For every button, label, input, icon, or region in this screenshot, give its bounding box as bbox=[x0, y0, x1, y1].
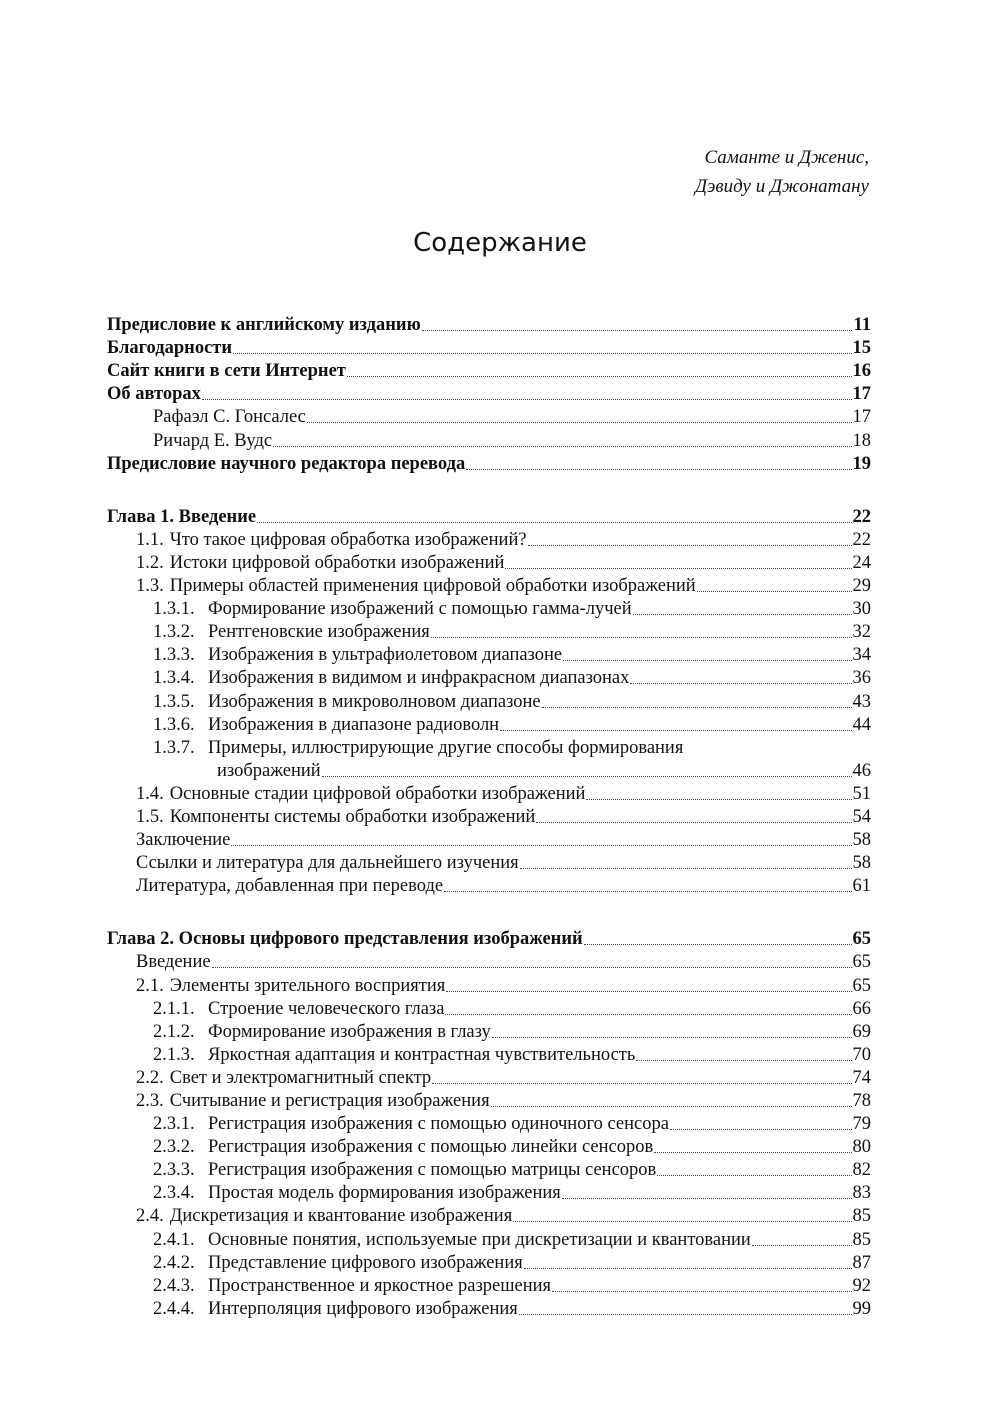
toc-entry-page: 34 bbox=[852, 645, 871, 666]
toc-entry-number: 1.2. bbox=[136, 552, 164, 573]
toc-entry-number: 1.3. bbox=[136, 576, 164, 597]
toc-entry-number: 2.3.2. bbox=[153, 1137, 195, 1158]
toc-entry[interactable] bbox=[107, 873, 871, 896]
toc-entry-title: Глава 1. Введение bbox=[107, 506, 257, 527]
toc-entry-title: Регистрация изображения с помощью линейки сенсоров bbox=[208, 1137, 654, 1158]
toc-entry-title: Формирование изображения в глазу bbox=[208, 1021, 491, 1042]
toc-entry-page: 69 bbox=[852, 1021, 871, 1042]
toc-entry-title: Компоненты системы обработки изображений bbox=[169, 806, 536, 827]
toc-entry[interactable] bbox=[107, 972, 871, 995]
toc-entry[interactable] bbox=[107, 926, 871, 949]
toc-entry-page: 43 bbox=[852, 691, 871, 712]
toc-entry[interactable] bbox=[107, 596, 871, 619]
dot-leader bbox=[584, 944, 852, 945]
toc-entry[interactable] bbox=[107, 996, 871, 1019]
toc-entry-title: Пространственное и яркостное разрешения bbox=[208, 1275, 551, 1296]
toc-entry-page: 22 bbox=[852, 529, 871, 550]
dot-leader bbox=[670, 1129, 852, 1130]
toc-entry-number: 2.4.3. bbox=[153, 1275, 195, 1296]
page-title: Содержание bbox=[413, 228, 587, 258]
toc-entry-title: Ссылки и литература для дальнейшего изучения bbox=[136, 853, 519, 874]
dot-leader bbox=[520, 868, 852, 869]
toc-entry-title: Сайт книги в сети Интернет bbox=[107, 361, 346, 382]
toc-entry-page: 65 bbox=[852, 975, 871, 996]
toc-entry[interactable] bbox=[107, 619, 871, 642]
dot-leader bbox=[431, 637, 852, 638]
toc-entry-number: 2.1.3. bbox=[153, 1044, 195, 1065]
toc-entry-number: 2.2. bbox=[136, 1067, 164, 1088]
toc-entry-title: Рентгеновские изображения bbox=[208, 622, 430, 643]
toc-entry-title: Формирование изображений с помощью гамма-лучей bbox=[208, 599, 632, 620]
toc-entry-page: 82 bbox=[852, 1160, 871, 1181]
dot-leader bbox=[505, 568, 851, 569]
dot-leader bbox=[202, 399, 852, 400]
toc-entry[interactable] bbox=[107, 804, 871, 827]
toc-entry-page: 58 bbox=[852, 853, 871, 874]
toc-entry[interactable] bbox=[107, 949, 871, 972]
toc-entry-page: 22 bbox=[852, 506, 871, 527]
toc-entry-page: 87 bbox=[852, 1252, 871, 1273]
toc-entry-number: 1.3.1. bbox=[153, 599, 195, 620]
toc-entry[interactable] bbox=[107, 688, 871, 711]
toc-entry-page: 92 bbox=[852, 1275, 871, 1296]
toc-entry-number: 2.4.2. bbox=[153, 1252, 195, 1273]
toc-entry[interactable] bbox=[107, 550, 871, 573]
toc-entry[interactable] bbox=[107, 1042, 871, 1065]
toc-entry-title: Интерполяция цифрового изображения bbox=[208, 1298, 518, 1319]
toc-entry-number: 1.5. bbox=[136, 806, 164, 827]
toc-entry-title: Регистрация изображения с помощью одиночного сенсора bbox=[208, 1114, 669, 1135]
toc-entry[interactable] bbox=[107, 358, 871, 381]
dot-leader bbox=[445, 1014, 851, 1015]
toc-entry[interactable] bbox=[107, 1250, 871, 1273]
dot-leader bbox=[466, 469, 851, 470]
toc-entry-title: Об авторах bbox=[107, 384, 201, 405]
toc-entry[interactable] bbox=[107, 665, 871, 688]
toc-entry-page: 54 bbox=[852, 806, 871, 827]
toc-entry[interactable] bbox=[107, 381, 871, 404]
toc-entry[interactable] bbox=[107, 1296, 871, 1319]
dot-leader bbox=[633, 614, 852, 615]
toc-entry-title: Строение человеческого глаза bbox=[208, 998, 445, 1019]
toc-entry[interactable] bbox=[107, 1180, 871, 1203]
dedication-line-2: Дэвиду и Джонатану bbox=[694, 176, 869, 197]
toc-entry-page: 46 bbox=[852, 760, 871, 781]
toc-entry-title: Основные понятия, используемые при дискретизации и квантовании bbox=[208, 1229, 751, 1250]
toc-entry[interactable] bbox=[107, 1111, 871, 1134]
toc-entry-page: 61 bbox=[852, 876, 871, 897]
toc-entry-page: 15 bbox=[852, 338, 871, 359]
toc-entry-page: 30 bbox=[852, 599, 871, 620]
dot-leader bbox=[562, 1198, 852, 1199]
toc-entry-page: 29 bbox=[852, 576, 871, 597]
toc-entry-title: Литература, добавленная при переводе bbox=[136, 876, 444, 897]
toc-entry-page: 85 bbox=[852, 1206, 871, 1227]
toc-entry-number: 1.3.3. bbox=[153, 645, 195, 666]
toc-entry-title: Рафаэл С. Гонсалес bbox=[153, 407, 306, 428]
toc-entry-title: Регистрация изображения с помощью матрицы сенсоров bbox=[208, 1160, 657, 1181]
toc-entry-number: 1.3.2. bbox=[153, 622, 195, 643]
dot-leader bbox=[491, 1106, 852, 1107]
toc-entry[interactable] bbox=[107, 312, 871, 335]
toc-entry[interactable] bbox=[107, 451, 871, 474]
dot-leader bbox=[322, 776, 852, 777]
dot-leader bbox=[528, 545, 852, 546]
toc-entry[interactable] bbox=[107, 781, 871, 804]
toc-entry-number: 1.4. bbox=[136, 783, 164, 804]
toc-entry[interactable] bbox=[107, 527, 871, 550]
toc-entry-title: Свет и электромагнитный спектр bbox=[169, 1067, 432, 1088]
toc-entry-title: Истоки цифровой обработки изображений bbox=[169, 552, 505, 573]
toc-entry-title: Представление цифрового изображения bbox=[208, 1252, 523, 1273]
toc-entry-number: 2.3.1. bbox=[153, 1114, 195, 1135]
toc-entry-page: 36 bbox=[852, 668, 871, 689]
dot-leader bbox=[752, 1245, 852, 1246]
dot-leader bbox=[231, 845, 851, 846]
dot-leader bbox=[697, 591, 852, 592]
toc-entry[interactable] bbox=[107, 404, 871, 427]
toc-entry-title: Благодарности bbox=[107, 338, 233, 359]
toc-entry[interactable] bbox=[107, 1226, 871, 1249]
table-of-contents bbox=[107, 312, 871, 1319]
dot-leader bbox=[500, 730, 851, 731]
dot-leader bbox=[273, 446, 851, 447]
toc-entry-page: 16 bbox=[852, 361, 871, 382]
dot-leader bbox=[519, 1314, 852, 1315]
toc-entry-title: Заключение bbox=[136, 830, 231, 851]
toc-entry-number: 1.3.6. bbox=[153, 714, 195, 735]
toc-entry-number: 2.1.1. bbox=[153, 998, 195, 1019]
toc-entry[interactable] bbox=[107, 758, 871, 781]
toc-entry-page: 78 bbox=[852, 1091, 871, 1111]
toc-entry-page: 80 bbox=[852, 1137, 871, 1158]
toc-entry-page: 19 bbox=[852, 453, 871, 474]
dot-leader bbox=[542, 707, 852, 708]
toc-entry-page: 24 bbox=[852, 552, 871, 573]
toc-entry[interactable] bbox=[107, 335, 871, 358]
toc-entry-page: 58 bbox=[852, 830, 871, 851]
toc-entry[interactable] bbox=[107, 1019, 871, 1042]
toc-entry-title: Примеры областей применения цифровой обработки изображений bbox=[169, 576, 696, 597]
toc-entry-page: 65 bbox=[852, 929, 871, 950]
toc-entry-page: 44 bbox=[852, 714, 871, 735]
toc-entry[interactable] bbox=[107, 504, 871, 527]
toc-entry-title: Что такое цифровая обработка изображений? bbox=[169, 529, 527, 550]
dot-leader bbox=[422, 330, 852, 331]
toc-entry[interactable] bbox=[107, 827, 871, 850]
toc-entry-title: Простая модель формирования изображения bbox=[208, 1183, 561, 1204]
toc-entry-number: 2.3.3. bbox=[153, 1160, 195, 1181]
toc-entry-page: 85 bbox=[852, 1229, 871, 1250]
toc-entry-title: Основные стадии цифровой обработки изображений bbox=[169, 783, 586, 804]
dot-leader bbox=[492, 1037, 852, 1038]
dot-leader bbox=[212, 967, 852, 968]
toc-entry-title: Изображения в видимом и инфракрасном диапазонах bbox=[208, 668, 630, 689]
toc-entry-page: 11 bbox=[853, 315, 871, 336]
toc-entry[interactable] bbox=[107, 1157, 871, 1180]
dot-leader bbox=[536, 822, 851, 823]
toc-entry-title: Примеры, иллюстрирующие другие способы формирования bbox=[208, 737, 684, 758]
dot-leader bbox=[654, 1152, 851, 1153]
dot-leader bbox=[432, 1083, 851, 1084]
dot-leader bbox=[636, 1060, 851, 1061]
toc-entry[interactable] bbox=[107, 1203, 871, 1226]
toc-entry-number: 2.3.4. bbox=[153, 1183, 195, 1204]
toc-entry-number: 2.1.2. bbox=[153, 1021, 195, 1042]
toc-entry-page: 32 bbox=[852, 622, 871, 643]
toc-entry[interactable] bbox=[107, 735, 871, 758]
dot-leader bbox=[524, 1268, 852, 1269]
toc-entry-number: 1.3.7. bbox=[153, 737, 195, 758]
toc-entry-title: Дискретизация и квантование изображения bbox=[169, 1206, 513, 1227]
toc-entry-number: 2.3. bbox=[136, 1091, 164, 1111]
toc-entry-title: Введение bbox=[136, 952, 211, 973]
toc-entry-page: 17 bbox=[852, 407, 871, 428]
toc-entry-title: Предисловие научного редактора перевода bbox=[107, 453, 466, 474]
toc-entry-title: Изображения в ультрафиолетовом диапазоне bbox=[208, 645, 563, 666]
toc-entry[interactable] bbox=[107, 642, 871, 665]
toc-entry-number: 1.3.4. bbox=[153, 668, 195, 689]
toc-entry-number: 2.4.1. bbox=[153, 1229, 195, 1250]
toc-entry-page: 99 bbox=[852, 1298, 871, 1319]
toc-entry-page: 74 bbox=[852, 1067, 871, 1088]
toc-entry-number: 2.4. bbox=[136, 1206, 164, 1227]
toc-entry-number: 2.4.4. bbox=[153, 1298, 195, 1319]
toc-entry-title: Предисловие к английскому изданию bbox=[107, 315, 421, 336]
toc-entry-title: Ричард Е. Вудс bbox=[153, 430, 273, 451]
toc-entry[interactable] bbox=[107, 1088, 871, 1111]
toc-entry[interactable] bbox=[107, 427, 871, 450]
toc-entry[interactable] bbox=[107, 573, 871, 596]
toc-entry-number: 1.1. bbox=[136, 529, 164, 550]
toc-entry[interactable] bbox=[107, 1273, 871, 1296]
toc-entry-page: 70 bbox=[852, 1044, 871, 1065]
dot-leader bbox=[513, 1221, 851, 1222]
dot-leader bbox=[630, 683, 851, 684]
dot-leader bbox=[446, 991, 851, 992]
dedication-line-1: Саманте и Дженис, bbox=[704, 147, 869, 168]
toc-entry-title: Изображения в микроволновом диапазоне bbox=[208, 691, 541, 712]
toc-entry-page: 83 bbox=[852, 1183, 871, 1204]
dot-leader bbox=[586, 799, 851, 800]
toc-entry-number: 1.3.5. bbox=[153, 691, 195, 712]
toc-entry-title: изображений bbox=[217, 760, 321, 781]
dot-leader bbox=[552, 1291, 852, 1292]
toc-entry[interactable] bbox=[107, 850, 871, 873]
toc-entry-number: 2.1. bbox=[136, 975, 164, 996]
toc-entry-title: Яркостная адаптация и контрастная чувствительность bbox=[208, 1044, 636, 1065]
toc-entry-title: Считывание и регистрация изображения bbox=[169, 1091, 490, 1111]
toc-entry-page: 17 bbox=[852, 384, 871, 405]
dot-leader bbox=[347, 376, 852, 377]
toc-entry[interactable] bbox=[107, 712, 871, 735]
toc-entry-title: Изображения в диапазоне радиоволн bbox=[208, 714, 500, 735]
dot-leader bbox=[563, 660, 851, 661]
toc-entry-page: 51 bbox=[852, 783, 871, 804]
toc-entry-title: Элементы зрительного восприятия bbox=[169, 975, 446, 996]
dot-leader bbox=[307, 422, 852, 423]
toc-entry-page: 66 bbox=[852, 998, 871, 1019]
toc-entry[interactable] bbox=[107, 1134, 871, 1157]
dedication bbox=[695, 143, 869, 201]
dot-leader bbox=[233, 353, 851, 354]
toc-entry-page: 79 bbox=[852, 1114, 871, 1135]
toc-entry-title: Глава 2. Основы цифрового представления изображений bbox=[107, 929, 583, 950]
dot-leader bbox=[444, 891, 851, 892]
dot-leader bbox=[657, 1175, 851, 1176]
dot-leader bbox=[257, 522, 851, 523]
toc-entry[interactable] bbox=[107, 1065, 871, 1088]
toc-entry-page: 65 bbox=[852, 952, 871, 973]
toc-entry-page: 18 bbox=[852, 430, 871, 451]
